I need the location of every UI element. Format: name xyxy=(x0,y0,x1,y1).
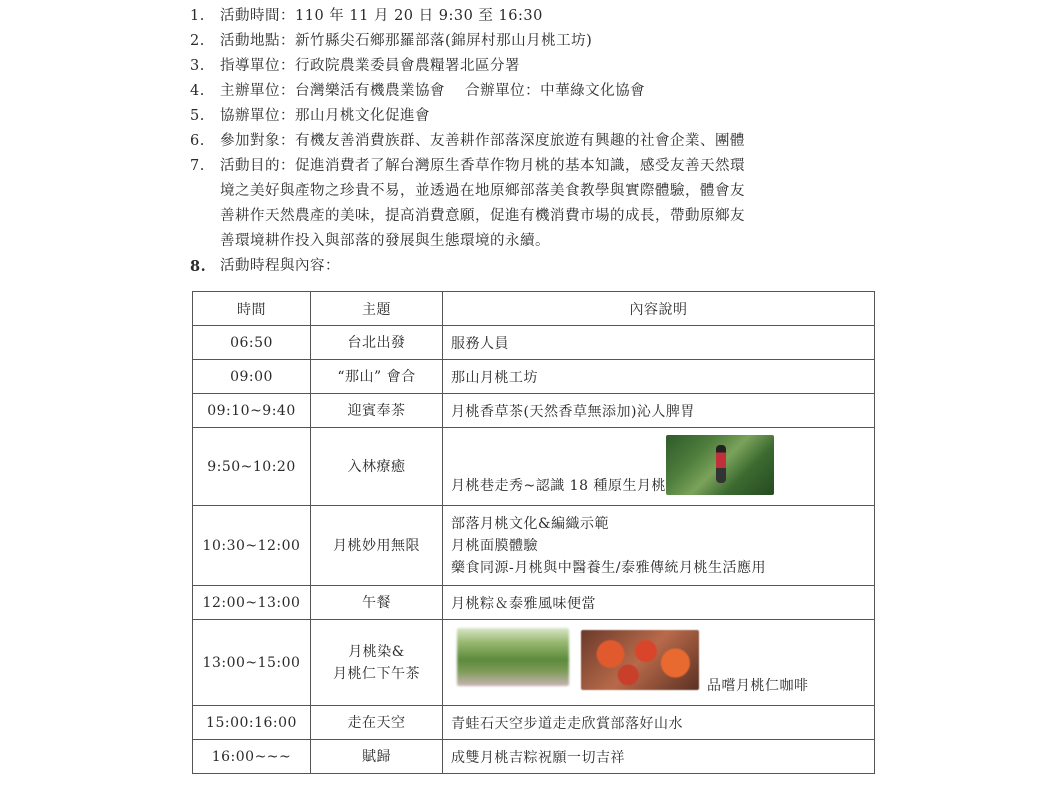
header-topic: 主題 xyxy=(311,292,443,326)
cell-topic: 走在天空 xyxy=(311,706,443,740)
cell-time: 06:50 xyxy=(193,326,311,360)
table-row xyxy=(193,506,875,586)
table-row xyxy=(193,360,875,394)
seed-photo xyxy=(581,630,699,690)
table-row xyxy=(193,620,875,706)
description-line: 月桃面膜體驗 xyxy=(451,537,538,554)
cell-time: 09:10~9:40 xyxy=(193,394,311,428)
cell-description xyxy=(443,506,875,586)
list-item-purpose xyxy=(190,154,870,254)
list-item-co-organizer xyxy=(190,104,870,129)
event-info-list xyxy=(190,4,870,279)
table-row xyxy=(193,428,875,506)
purpose-line: 境之美好與產物之珍貴不易，並透過在地原鄉部落美食教學與實際體驗，體會友 xyxy=(220,183,745,199)
cell-topic: 迎賓奉茶 xyxy=(311,394,443,428)
purpose-line: 善耕作天然農產的美味，提高消費意願，促進有機消費市場的成長，帶動原鄉友 xyxy=(220,208,745,224)
table-row xyxy=(193,326,875,360)
list-item-location xyxy=(190,29,870,54)
list-item-schedule-heading xyxy=(190,254,870,279)
list-item-participants xyxy=(190,129,870,154)
item-number: 6. xyxy=(190,133,205,149)
cell-description: 月桃香草茶(天然香草無添加)沁人脾胃 xyxy=(443,394,875,428)
purpose-line: 活動目的：促進消費者了解台灣原生香草作物月桃的基本知識，感受友善天然環 xyxy=(220,158,745,174)
table-row xyxy=(193,740,875,774)
topic-line: 月桃染& xyxy=(348,643,405,660)
cell-description: 成雙月桃吉粽祝願一切吉祥 xyxy=(443,740,875,774)
cell-topic: 月桃妙用無限 xyxy=(311,506,443,586)
cell-topic: 入林療癒 xyxy=(311,428,443,506)
cell-time: 15:00:16:00 xyxy=(193,706,311,740)
cell-topic xyxy=(311,620,443,706)
item-number: 4. xyxy=(190,83,205,99)
item-number: 2. xyxy=(190,33,205,49)
cell-time: 9:50~10:20 xyxy=(193,428,311,506)
table-row xyxy=(193,706,875,740)
description-text: 品嚐月桃仁咖啡 xyxy=(707,678,809,694)
cell-time: 12:00~13:00 xyxy=(193,586,311,620)
header-description: 內容說明 xyxy=(443,292,875,326)
cell-description: 那山月桃工坊 xyxy=(443,360,875,394)
item-number: 7. xyxy=(190,158,205,174)
cell-topic: 台北出發 xyxy=(311,326,443,360)
description-line: 藥食同源-月桃與中醫養生/泰雅傳統月桃生活應用 xyxy=(451,559,766,576)
item-text: 活動時程與內容： xyxy=(220,258,340,274)
list-item-supervisor xyxy=(190,54,870,79)
cell-description xyxy=(443,428,875,506)
description-text: 月桃巷走秀~認識 18 種原生月桃 xyxy=(451,478,666,494)
schedule-table xyxy=(192,291,875,774)
description-line: 部落月桃文化&編織示範 xyxy=(451,515,609,532)
item-number: 8. xyxy=(190,258,207,275)
item-text: 協辦單位：那山月桃文化促進會 xyxy=(220,108,430,124)
item-number: 1. xyxy=(190,8,205,24)
item-text: 參加對象：有機友善消費族群、友善耕作部落深度旅遊有興趣的社會企業、團體 xyxy=(220,133,745,149)
list-item-organizer xyxy=(190,79,870,104)
header-time: 時間 xyxy=(193,292,311,326)
list-item-time xyxy=(190,4,870,29)
cell-time: 16:00~~~ xyxy=(193,740,311,774)
cell-time: 09:00 xyxy=(193,360,311,394)
item-text: 活動地點：新竹縣尖石鄉那羅部落(錦屏村那山月桃工坊) xyxy=(220,33,593,49)
cell-description: 服務人員 xyxy=(443,326,875,360)
item-text: 指導單位：行政院農業委員會農糧署北區分署 xyxy=(220,58,520,74)
table-row xyxy=(193,394,875,428)
table-header-row xyxy=(193,292,875,326)
cell-time: 10:30~12:00 xyxy=(193,506,311,586)
item-text: 主辦單位：台灣樂活有機農業協會 合辦單位：中華綠文化協會 xyxy=(220,83,646,99)
cell-topic: 賦歸 xyxy=(311,740,443,774)
cell-topic: 午餐 xyxy=(311,586,443,620)
item-text: 活動時間：110 年 11 月 20 日 9:30 至 16:30 xyxy=(220,8,543,24)
cell-description: 月桃粽＆泰雅風味便當 xyxy=(443,586,875,620)
cell-description: 青蛙石天空步道走走欣賞部落好山水 xyxy=(443,706,875,740)
cell-time: 13:00~15:00 xyxy=(193,620,311,706)
cell-description xyxy=(443,620,875,706)
item-number: 3. xyxy=(190,58,205,74)
cell-topic: “那山” 會合 xyxy=(311,360,443,394)
topic-line: 月桃仁下午茶 xyxy=(333,665,420,682)
item-text xyxy=(220,154,870,254)
purpose-line: 善環境耕作投入與部落的發展與生態環境的永續。 xyxy=(220,233,550,249)
table-row xyxy=(193,586,875,620)
forest-walk-photo xyxy=(666,435,774,495)
leaf-dye-photo xyxy=(457,628,569,686)
item-number: 5. xyxy=(190,108,205,124)
